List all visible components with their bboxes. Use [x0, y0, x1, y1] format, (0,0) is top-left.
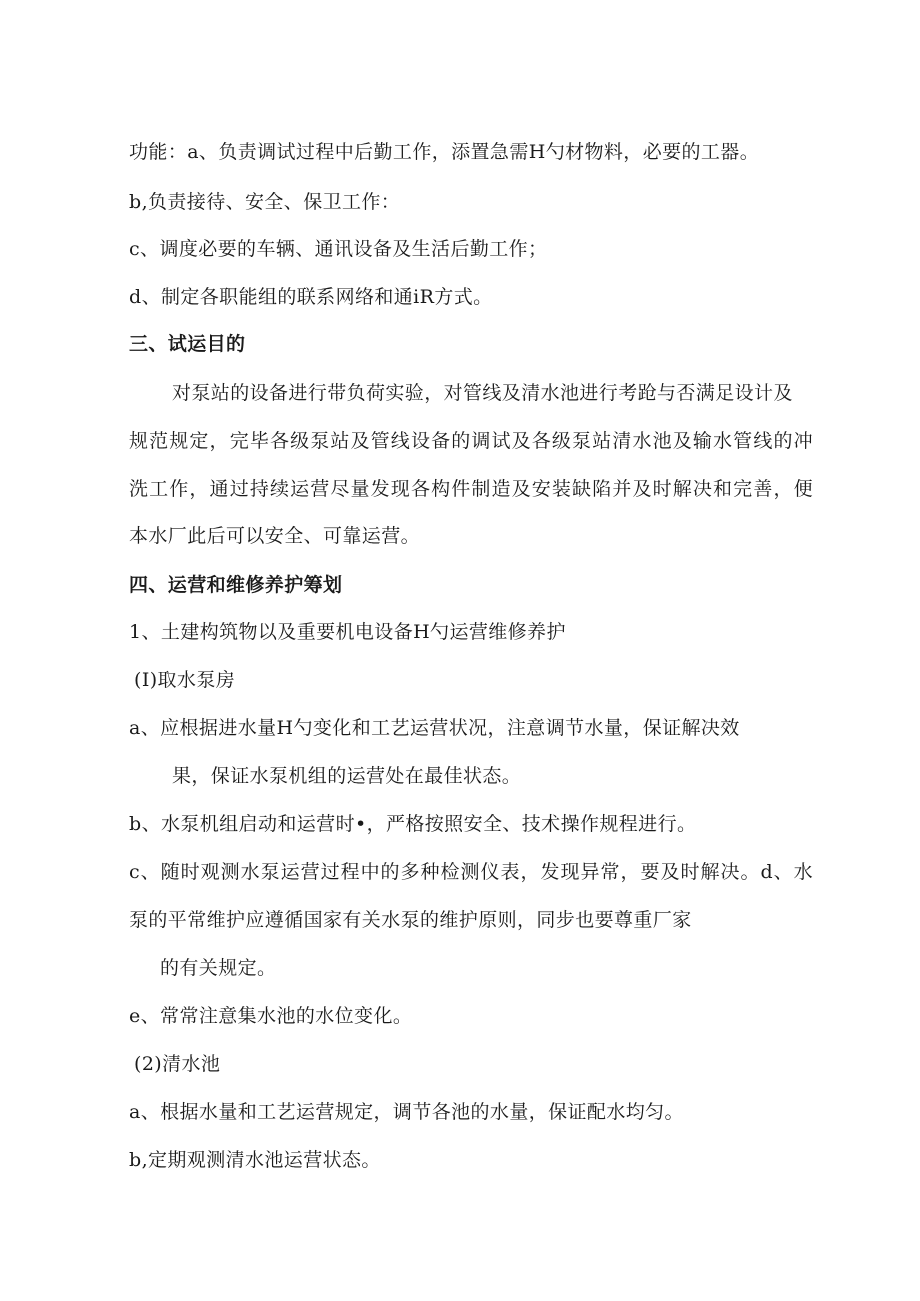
paragraph-pump-d-line-3: 的有关规定。	[160, 957, 277, 979]
paragraph-purpose-line-4: 本水厂此后可以安全、可靠运营。	[129, 525, 421, 547]
paragraph-function-d: d、制定各职能组的联系网络和通iR方式。	[129, 286, 493, 308]
section-heading-3: 三、试运目的	[129, 333, 246, 355]
paragraph-function-c: c、调度必要的车辆、通讯设备及生活后勤工作；	[129, 238, 548, 260]
paragraph-pump-a-line-2: 果，保证水泵机组的运营处在最佳状态。	[172, 765, 522, 787]
paragraph-purpose-line-2: 规范规定，完毕各级泵站及管线设备的调试及各级泵站清水池及输水管线的冲	[129, 430, 813, 452]
paragraph-pump-d-line-2: 泵的平常维护应遵循国家有关水泵的维护原则，同步也要尊重厂家	[129, 909, 692, 931]
paragraph-purpose-line-3: 洗工作，通过持续运营尽量发现各构件制造及安装缺陷并及时解决和完善，便	[129, 478, 813, 500]
paragraph-pump-e: e、常常注意集水池的水位变化。	[129, 1005, 413, 1027]
item-heading-clear-water-tank: (2)清水池	[134, 1053, 221, 1075]
section-heading-4: 四、运营和维修养护筹划	[129, 574, 343, 596]
paragraph-purpose-line-1: 对泵站的设备进行带负荷实验，对管线及清水池进行考跄与否满足设计及	[172, 382, 793, 404]
paragraph-pump-b: b、水泵机组启动和运营时•，严格按照安全、技术操作规程进行。	[129, 813, 697, 835]
paragraph-function-b: b,负责接待、安全、保卫工作：	[129, 191, 401, 213]
paragraph-pump-c-line-1: c、随时观测水泵运营过程中的多种检测仪表，发现异常，要及时解决。d、水	[129, 861, 813, 883]
paragraph-function-a: 功能：a、负责调试过程中后勤工作，添置急需H勺材物料，必要的工器。	[129, 141, 760, 163]
subsection-heading-1: 1、土建构筑物以及重要机电设备H勺运营维修养护	[129, 621, 566, 643]
paragraph-tank-a: a、根据水量和工艺运营规定，调节各池的水量，保证配水均匀。	[129, 1101, 684, 1123]
paragraph-pump-a-line-1: a、应根据进水量H勺变化和工艺运营状况，注意调节水量，保证解决效	[129, 717, 740, 739]
item-heading-intake-pump-house: (I)取水泵房	[134, 669, 236, 691]
paragraph-tank-b: b,定期观测清水池运营状态。	[129, 1149, 381, 1171]
